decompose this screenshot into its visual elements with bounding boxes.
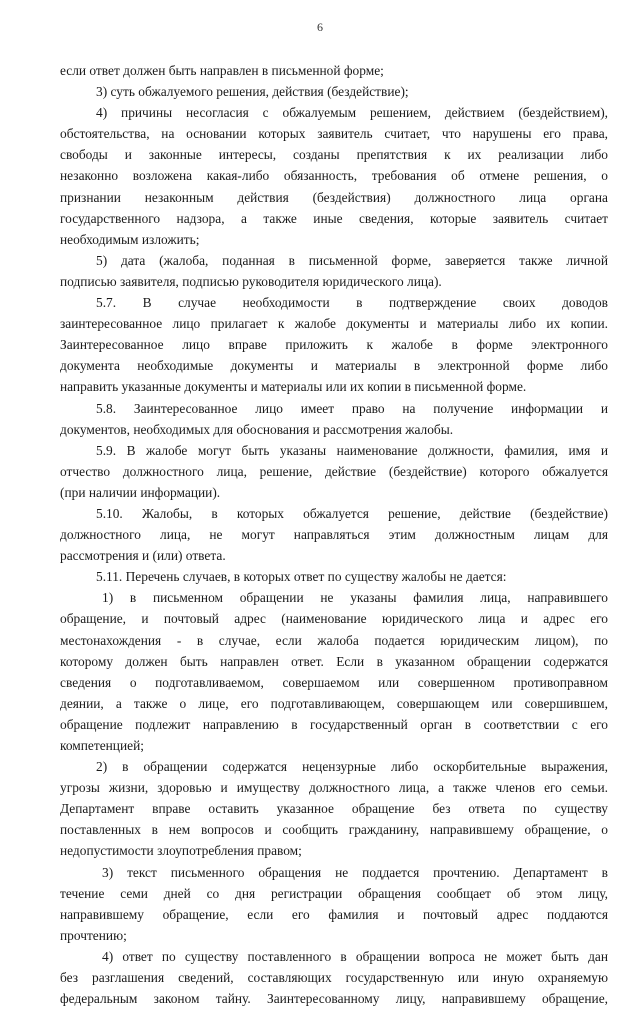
text-line: угрозы жизни, здоровью и имуществу должностного лица, а также членов его семьи.	[60, 780, 608, 796]
text-line: обращение, и почтовый адрес (наименование юридического лица и адрес его	[60, 611, 608, 627]
text-line: поставленных в нем вопросов и сообщить гражданину, направившему обращение, о	[60, 822, 608, 838]
text-line: необходимым изложить;	[60, 231, 200, 247]
text-line: 5.9. В жалобе могут быть указаны наименование должности, фамилия, имя и	[96, 442, 608, 458]
text-line: 3) суть обжалуемого решения, действия (бездействие);	[96, 84, 409, 100]
text-line: деянии, а также о лице, его подготавливающем, совершающем или совершившем,	[60, 695, 608, 711]
text-line: 5) дата (жалоба, поданная в письменной форме, заверяется также личной	[96, 252, 608, 268]
text-line: сведения о подготавливаемом, совершаемом или совершенном противоправном	[60, 674, 608, 690]
text-line: государственного надзора, а также иные сведения, которые заявитель считает	[60, 210, 608, 226]
text-line: 5.7. В случае необходимости в подтверждение своих доводов	[96, 295, 608, 311]
text-line: Заинтересованное лицо вправе приложить к жалобе в форме электронного	[60, 337, 608, 353]
text-line: (при наличии информации).	[60, 484, 221, 500]
text-line: 4) причины несогласия с обжалуемым решением, действием (бездействием),	[96, 105, 608, 121]
text-line: 4) ответ по существу поставленного в обращении вопроса не может быть дан	[102, 948, 608, 964]
text-line: 1) в письменном обращении не указаны фамилия лица, направившего	[102, 590, 608, 606]
text-line: подписью заявителя, подписью руководителя юридического лица).	[60, 273, 442, 289]
text-line: 3) текст письменного обращения не поддается прочтению. Департамент в	[102, 864, 608, 880]
text-line: незаконно возложена какая-либо обязанность, требования об отмене решения, о	[60, 168, 608, 184]
text-line: компетенцией;	[60, 738, 144, 753]
text-line: обстоятельства, на основании которых заявитель считает, что нарушены его права,	[60, 126, 608, 142]
text-line: обращение подлежит направлению в государственный орган в соответствии с его	[60, 716, 608, 732]
text-line: прочтению;	[60, 927, 127, 943]
text-line: документа необходимые документы и материалы в электронной форме либо	[60, 358, 608, 374]
text-line: рассмотрения и (или) ответа.	[60, 548, 226, 564]
text-line: федеральным законом тайну. Заинтересованному лицу, направившему обращение,	[60, 991, 608, 1007]
text-line: признании незаконным действия (бездействия) должностного лица органа	[60, 189, 608, 205]
text-line: Департамент вправе оставить указанное обращение без ответа по существу	[60, 801, 608, 817]
text-line: отчество должностного лица, решение, действие (бездействие) которого обжалуется	[60, 463, 608, 479]
text-line: которому должен быть направлен ответ. Если в указанном обращении содержатся	[60, 653, 608, 669]
text-line: без разглашения сведений, составляющих государственную или иную охраняемую	[60, 970, 608, 986]
text-line: направить указанные документы и материалы или их копии в письменной форме.	[60, 379, 527, 395]
text-line: 5.11. Перечень случаев, в которых ответ по существу жалобы не дается:	[96, 569, 507, 585]
text-line: заинтересованное лицо прилагает к жалобе документы и материалы либо их копии.	[60, 316, 608, 332]
text-line: направившему обращение, если его фамилия и почтовый адрес поддаются	[60, 906, 608, 922]
text-line: если ответ должен быть направлен в письменной форме;	[60, 63, 384, 78]
document-body	[60, 60, 608, 1009]
text-line: свободы и законные интересы, созданы препятствия к их реализации либо	[60, 147, 608, 163]
text-line: 2) в обращении содержатся нецензурные либо оскорбительные выражения,	[96, 759, 608, 775]
text-line: 5.8. Заинтересованное лицо имеет право на получение информации и	[96, 400, 608, 416]
text-line: течение семи дней со дня регистрации обращения сообщает об этом лицу,	[60, 885, 608, 901]
text-line: 5.10. Жалобы, в которых обжалуется решение, действие (бездействие)	[96, 505, 608, 521]
text-line: местонахождения - в случае, если жалоба подается юридическим лицом), по	[60, 632, 608, 648]
text-line: документов, необходимых для обоснования и рассмотрения жалобы.	[60, 421, 454, 437]
page-number: 6	[317, 20, 323, 34]
text-line: недопустимости злоупотребления правом;	[60, 843, 302, 859]
text-line: должностного лица, не могут направляться этим должностным лицам для	[60, 527, 608, 543]
